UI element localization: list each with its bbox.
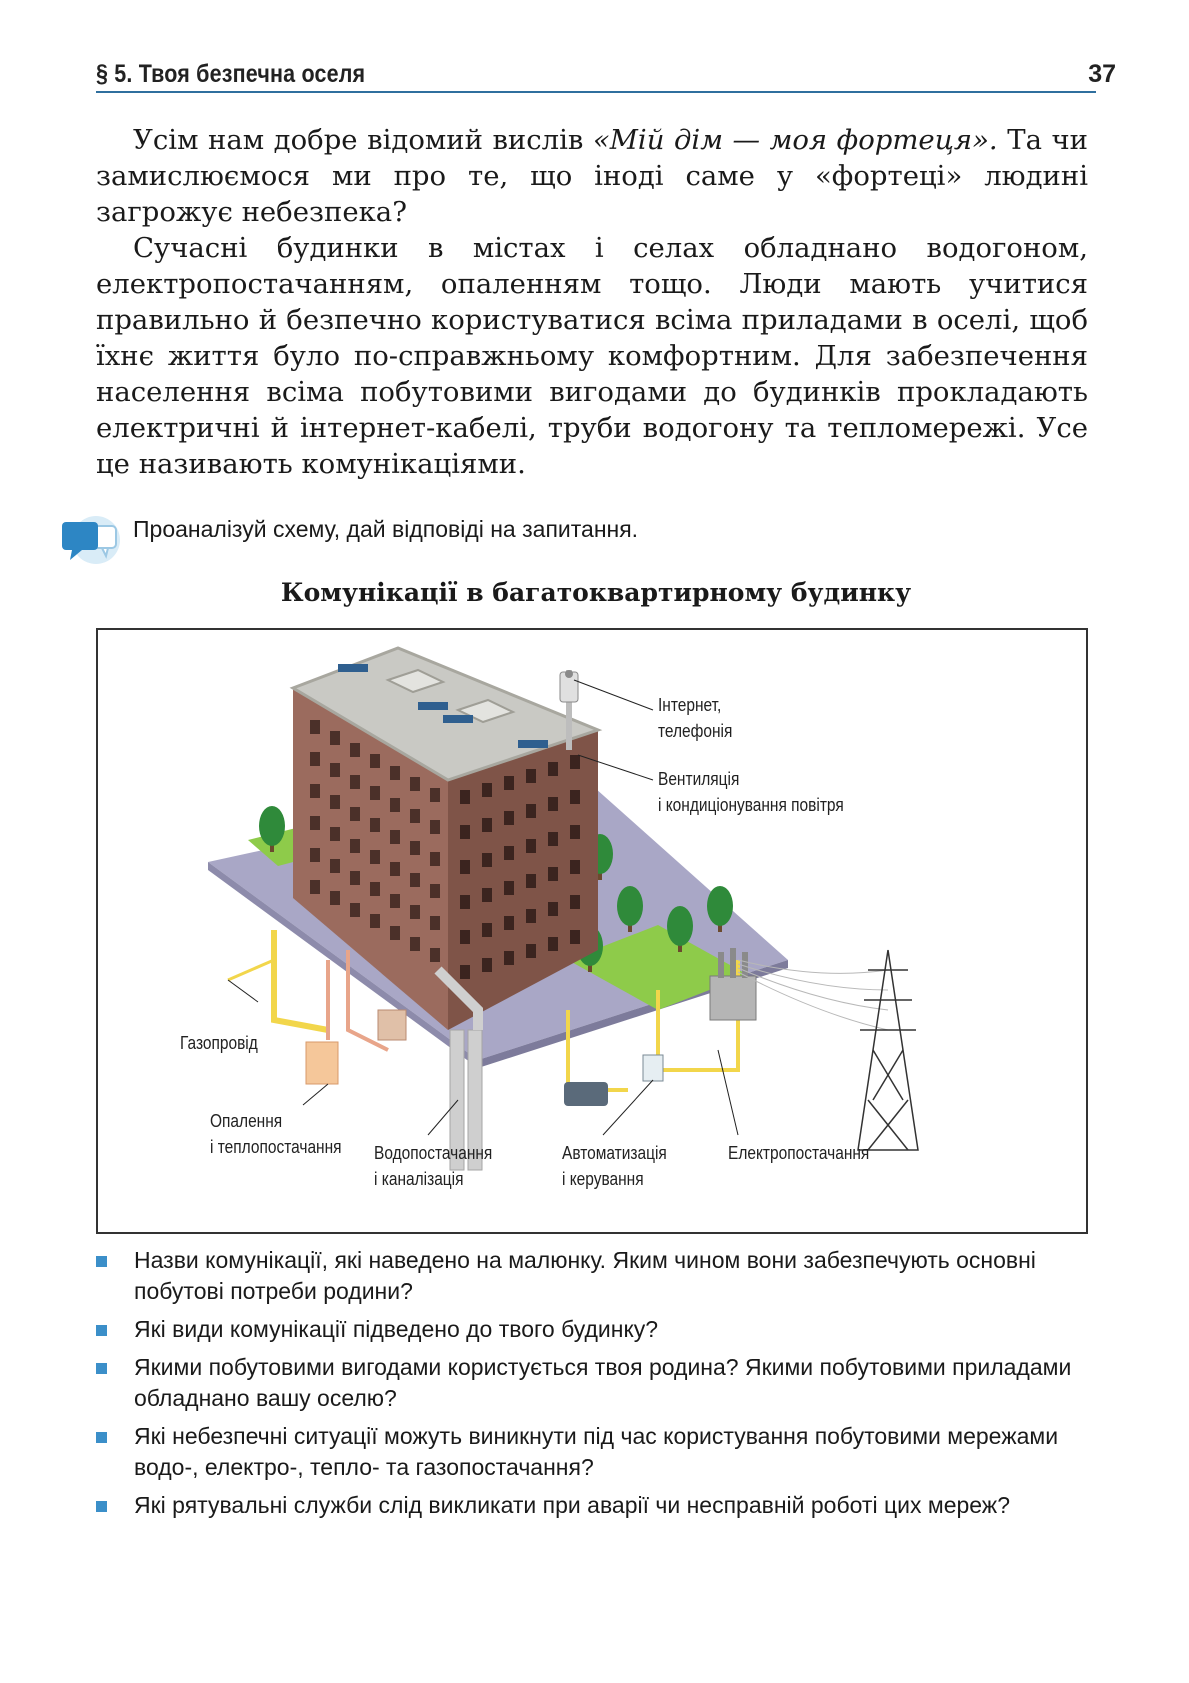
label-ventilation-line1: Вентиляція: [658, 769, 740, 789]
power-lines: [738, 960, 888, 1030]
battery-icon: [564, 1082, 608, 1106]
label-power-text: Електропостачання: [728, 1143, 870, 1163]
question-text: Які рятувальні служби слід викликати при аварії чи несправній роботі цих мереж?: [134, 1492, 1010, 1518]
question-text: Якими побутовими вигодами користується твоя родина? Якими побутовими приладами обладнано вашу оселю?: [134, 1354, 1072, 1411]
intro-paragraph-2: Сучасні будинки в містах і селах обладнано водогоном, електропостачанням, опаленням тощо. Люди мають учитися правильно й безпечно користуватися всіма приладами в оселі, щоб їхнє життя було по-справжньому комфортним. Для забезпечення населення всіма побутовими вигодами до будинків прокладають електричні й інтернет-кабелі, труби водогону та тепломережі. Усе це називають комунікаціями.: [96, 232, 1088, 480]
communications-scheme: [96, 628, 1088, 1234]
label-internet-line2: телефонія: [658, 721, 733, 741]
questions-list: [96, 1245, 1088, 1528]
control-panel-icon: [643, 1055, 663, 1081]
label-water-line1: Водопостачання: [374, 1143, 493, 1163]
list-item: [96, 1490, 1088, 1521]
intro-p1-end: Та чи замислюємося ми про те, що іноді саме у «фортеці» людині загрожує небезпека?: [96, 124, 1089, 228]
question-text: Які небезпечні ситуації можуть виникнути під час користування побутовими мережами водо-, електро-, тепло- та газопостачання?: [134, 1423, 1059, 1480]
label-automation-line2: і керування: [562, 1169, 644, 1189]
label-ventilation-line2: і кондиціонування повітря: [658, 795, 844, 815]
list-item: [96, 1352, 1088, 1414]
label-internet: [658, 692, 732, 744]
label-automation-line1: Автоматизація: [562, 1143, 667, 1163]
section-title: § 5. Твоя безпечна оселя: [96, 60, 366, 88]
task-text: Проаналізуй схему, дай відповіді на запитання.: [133, 516, 639, 542]
list-item: [96, 1421, 1088, 1483]
header-divider: [96, 91, 1096, 93]
label-heating-line1: Опалення: [210, 1111, 283, 1131]
bullet-icon: [96, 1325, 107, 1336]
label-automation: [562, 1140, 667, 1192]
intro-p1-start: Усім нам добре відомий вислів: [133, 124, 593, 156]
label-gas-text: Газопровід: [180, 1033, 258, 1053]
label-internet-line1: Інтернет,: [658, 695, 722, 715]
label-power: [728, 1140, 869, 1166]
label-ventilation: [658, 766, 844, 818]
task-instruction: [58, 514, 1118, 568]
intro-text: [96, 122, 1088, 482]
label-gas: [180, 1030, 258, 1056]
power-pylon-icon: [858, 950, 918, 1150]
list-item: [96, 1245, 1088, 1307]
page-number: 37: [1088, 60, 1116, 88]
bullet-icon: [96, 1363, 107, 1374]
label-heating-line2: і теплопостачання: [210, 1137, 342, 1157]
bullet-icon: [96, 1501, 107, 1512]
scheme-title: Комунікації в багатоквартирному будинку: [280, 578, 912, 607]
bullet-icon: [96, 1432, 107, 1443]
label-water: [374, 1140, 492, 1192]
bullet-icon: [96, 1256, 107, 1267]
label-water-line2: і каналізація: [374, 1169, 464, 1189]
page-header: [96, 58, 1120, 92]
label-heating: [210, 1108, 342, 1160]
speech-bubbles-icon: [58, 514, 122, 570]
list-item: [96, 1314, 1088, 1345]
question-text: Назви комунікації, які наведено на малюнку. Яким чином вони забезпечують основні побутові потреби родини?: [134, 1247, 1036, 1304]
question-text: Які види комунікації підведено до твого будинку?: [134, 1316, 659, 1342]
intro-paragraph-1: [96, 122, 1088, 230]
intro-quote: «Мій дім — моя фортеця».: [592, 124, 998, 156]
